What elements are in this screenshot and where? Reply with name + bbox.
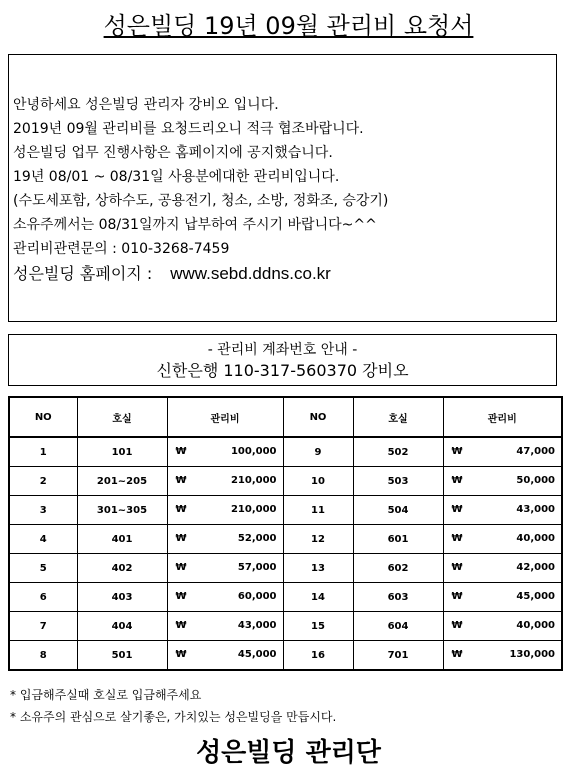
- column-header-fee: 관리비: [443, 397, 562, 437]
- cell-fee: [167, 496, 283, 525]
- currency-symbol: ₩: [451, 620, 463, 631]
- cell-fee: [443, 554, 562, 583]
- cell-fee: [443, 525, 562, 554]
- cell-fee: [167, 467, 283, 496]
- cell-no: 10: [283, 467, 353, 496]
- fee-amount: 130,000: [509, 649, 555, 660]
- fee-amount: 100,000: [230, 446, 277, 457]
- table-row: [9, 641, 562, 671]
- note-line: * 소유주의 관심으로 살기좋은, 가치있는 성은빌딩을 만듭시다.: [10, 710, 337, 724]
- fee-amount: 45,000: [237, 649, 277, 660]
- cell-no: 7: [9, 612, 77, 641]
- cell-no: 13: [283, 554, 353, 583]
- currency-symbol: ₩: [175, 504, 187, 515]
- cell-unit: 604: [353, 612, 443, 641]
- homepage-label: 성은빌딩 홈페이지 :: [13, 264, 153, 283]
- fee-amount: 42,000: [516, 562, 555, 573]
- cell-no: 11: [283, 496, 353, 525]
- currency-symbol: ₩: [175, 446, 187, 457]
- cell-no: 16: [283, 641, 353, 671]
- fee-amount: 210,000: [230, 475, 277, 486]
- notice-line: 소유주께서는 08/31일까지 납부하여 주시기 바랍니다~^^: [13, 217, 377, 233]
- notice-line: 안녕하세요 성은빌딩 관리자 강비오 입니다.: [13, 97, 279, 113]
- cell-fee: [167, 437, 283, 467]
- fee-amount: 50,000: [516, 475, 555, 486]
- currency-symbol: ₩: [451, 591, 463, 602]
- cell-unit: 603: [353, 583, 443, 612]
- currency-symbol: ₩: [175, 475, 187, 486]
- table-header-row: [9, 397, 562, 437]
- table-row: [9, 612, 562, 641]
- cell-fee: [443, 641, 562, 671]
- column-header-no: NO: [283, 397, 353, 437]
- cell-no: 1: [39, 446, 47, 458]
- notice-line: 19년 08/01 ~ 08/31일 사용분에대한 관리비입니다.: [13, 169, 340, 185]
- cell-fee: [167, 525, 283, 554]
- account-heading: - 관리비 계좌번호 안내 -: [207, 342, 358, 358]
- cell-unit: 101: [77, 437, 167, 467]
- homepage-line: [13, 261, 556, 287]
- note-line: * 입금해주실때 호실로 입금해주세요: [10, 688, 202, 702]
- table-row: [9, 437, 562, 467]
- cell-fee: [443, 612, 562, 641]
- account-box: [8, 334, 557, 386]
- cell-no: 2: [9, 467, 77, 496]
- currency-symbol: ₩: [175, 562, 187, 573]
- cell-unit: 301~305: [77, 496, 167, 525]
- cell-unit: 503: [353, 467, 443, 496]
- fee-amount: 47,000: [516, 446, 555, 457]
- cell-no: 14: [283, 583, 353, 612]
- cell-no: 3: [9, 496, 77, 525]
- cell-unit: 504: [353, 496, 443, 525]
- notice-line: 2019년 09월 관리비를 요청드리오니 적극 협조바랍니다.: [13, 121, 364, 137]
- fee-amount: 40,000: [516, 620, 555, 631]
- cell-unit: 404: [77, 612, 167, 641]
- fee-amount: 43,000: [237, 620, 277, 631]
- fee-amount: 60,000: [237, 591, 277, 602]
- table-row: [9, 554, 562, 583]
- table-row: [9, 525, 562, 554]
- cell-unit: 501: [77, 641, 167, 671]
- column-header-fee: 관리비: [167, 397, 283, 437]
- table-row: [9, 496, 562, 525]
- cell-fee: [443, 437, 562, 467]
- cell-no: 4: [9, 525, 77, 554]
- cell-fee: [167, 612, 283, 641]
- currency-symbol: ₩: [451, 562, 463, 573]
- currency-symbol: ₩: [451, 649, 463, 660]
- currency-symbol: ₩: [175, 649, 187, 660]
- account-detail: 신한은행 110-317-560370 강비오: [156, 361, 409, 380]
- cell-unit: 502: [353, 437, 443, 467]
- cell-fee: [443, 467, 562, 496]
- table-row: [9, 467, 562, 496]
- currency-symbol: ₩: [175, 620, 187, 631]
- cell-fee: [167, 583, 283, 612]
- currency-symbol: ₩: [451, 475, 463, 486]
- cell-unit: 403: [77, 583, 167, 612]
- cell-fee: [167, 554, 283, 583]
- footer-signature: 성은빌딩 관리단: [196, 738, 381, 768]
- column-header-unit: 호실: [77, 397, 167, 437]
- fee-table: [8, 396, 563, 671]
- cell-no: 6: [9, 583, 77, 612]
- document-title: 성은빌딩 19년 09월 관리비 요청서: [103, 12, 474, 40]
- currency-symbol: ₩: [451, 533, 463, 544]
- cell-fee: [443, 496, 562, 525]
- currency-symbol: ₩: [175, 533, 187, 544]
- cell-unit: 701: [353, 641, 443, 671]
- fee-amount: 45,000: [516, 591, 555, 602]
- currency-symbol: ₩: [451, 446, 463, 457]
- currency-symbol: ₩: [175, 591, 187, 602]
- cell-fee: [167, 641, 283, 671]
- cell-unit: 602: [353, 554, 443, 583]
- column-header-unit: 호실: [353, 397, 443, 437]
- cell-unit: 201~205: [77, 467, 167, 496]
- notice-line: 관리비관련문의 : 010-3268-7459: [13, 241, 230, 257]
- fee-amount: 43,000: [516, 504, 555, 515]
- notice-line: (수도세포함, 상하수도, 공용전기, 청소, 소방, 정화조, 승강기): [13, 193, 389, 209]
- cell-unit: 401: [77, 525, 167, 554]
- fee-amount: 52,000: [237, 533, 277, 544]
- homepage-link[interactable]: www.sebd.ddns.co.kr: [170, 264, 331, 283]
- table-row: [9, 583, 562, 612]
- fee-amount: 57,000: [237, 562, 277, 573]
- notes: [10, 684, 336, 728]
- notice-box: [8, 54, 557, 322]
- cell-no: 9: [283, 437, 353, 467]
- cell-no: 8: [9, 641, 77, 671]
- cell-unit: 601: [353, 525, 443, 554]
- cell-fee: [443, 583, 562, 612]
- cell-no: 15: [283, 612, 353, 641]
- fee-amount: 210,000: [230, 504, 277, 515]
- cell-no: 12: [283, 525, 353, 554]
- notice-line: 성은빌딩 업무 진행사항은 홈페이지에 공지했습니다.: [13, 145, 333, 161]
- column-header-no: NO: [9, 397, 77, 437]
- currency-symbol: ₩: [451, 504, 463, 515]
- cell-unit: 402: [77, 554, 167, 583]
- cell-no: 5: [9, 554, 77, 583]
- fee-amount: 40,000: [516, 533, 555, 544]
